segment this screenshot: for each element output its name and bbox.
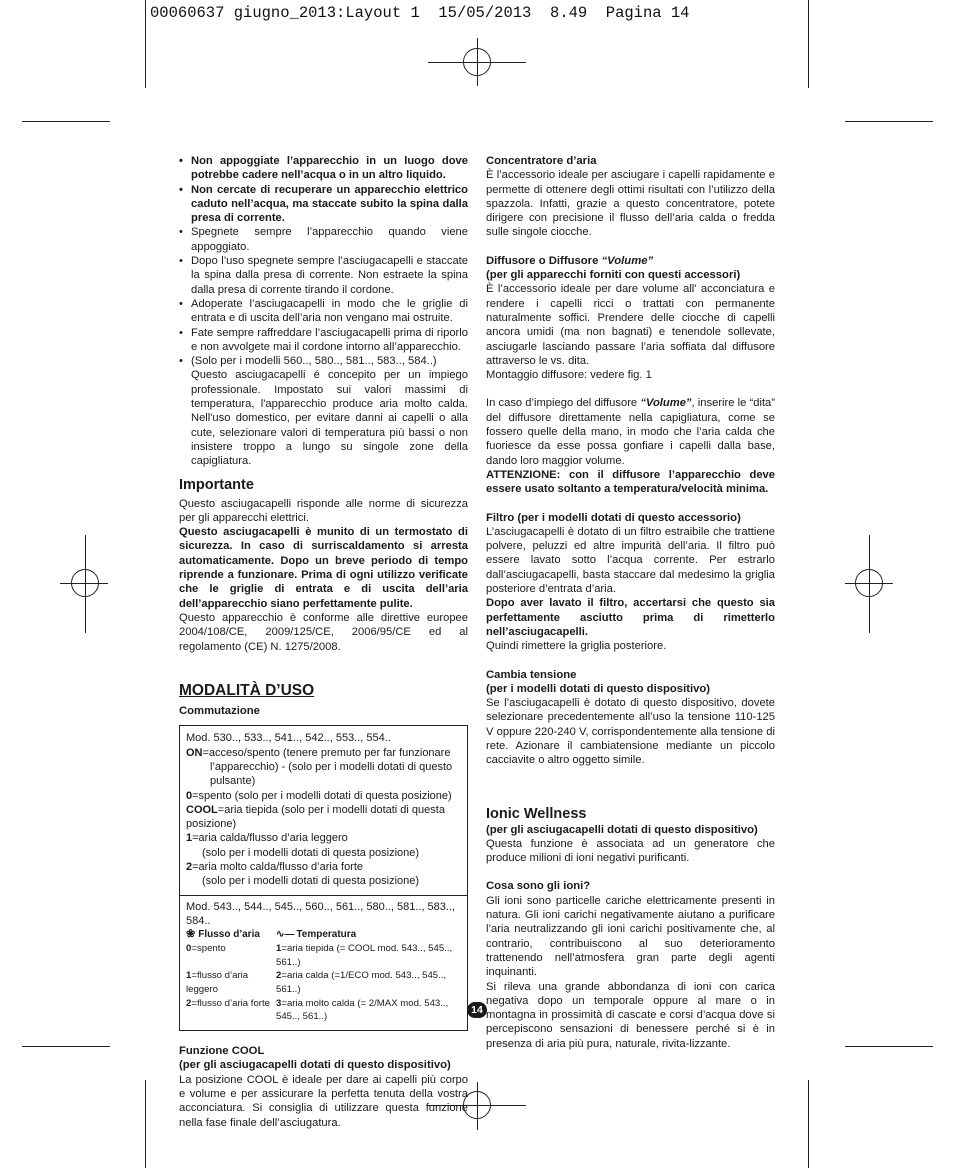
importante-compliance: Questo apparecchio è conforme alle direttive europee 2004/108/CE, 2009/125/CE, 2006/95/CE ed al regolamento (CE) N. 1275/2008. — [179, 611, 468, 653]
switch-table-section-1 — [180, 726, 467, 894]
switch-desc: =aria molto calda/flusso d’aria forte — [192, 861, 364, 874]
safety-bullet: • Adoperate l’asciugacapelli in modo che le griglie di entrata e di uscita dell’aria non vengano mai ostruite. — [179, 297, 468, 326]
temp-key: 2 — [276, 970, 282, 982]
temp-key: 1 — [276, 942, 282, 954]
diffusore-heading: Diffusore o Diffusore “Volume” — [486, 254, 654, 267]
switch-desc: =acceso/spento (tenere premuto per far funzionare — [202, 746, 451, 759]
right-column — [486, 154, 775, 1051]
cool-subheading: (per gli asciugacapelli dotati di questo dispositivo) — [179, 1059, 451, 1072]
switch-desc: =spento (solo per i modelli dotati di questa posizione) — [192, 789, 452, 802]
switch-key: 1 — [186, 832, 193, 845]
diffusore-text: È l’accessorio ideale per dare volume all' acconciatura e rendere i capelli ricci o trattati con permanente naturalmente soffici. Prendere delle ciocche di capelli ancora umidi (ma non bagnati) e tenendole sollevate, asciugarle lasciando passare l’aria soffiata dal diffusore attraverso le vs. dita. — [486, 283, 775, 367]
importante-heading: Importante — [179, 476, 254, 493]
switch-desc: =aria calda/flusso d’aria leggero — [192, 832, 348, 845]
cool-text: La posizione COOL è ideale per dare ai capelli più corpo e volume e per assicurare la perfetta tenuta della vostra acconciatura. Si consiglia di utilizzare questa funzione nella fase finale dell’asciugatura. — [179, 1073, 468, 1129]
switch-desc: (solo per i modelli dotati di questa posizione) — [202, 875, 420, 888]
filtro-warning: Dopo aver lavato il filtro, accertarsi che questo sia perfettamente asciutto prima di rimetterlo nell’asciugacapelli. — [486, 597, 775, 638]
temperatura-header: Temperatura — [296, 929, 357, 941]
flusso-key: 0 — [186, 942, 192, 954]
switch-desc: l’apparecchio) - (solo per i modelli dotati di questo pulsante) — [210, 760, 453, 788]
ioni-heading: Cosa sono gli ioni? — [486, 880, 591, 893]
temp-key: 3 — [276, 997, 282, 1009]
crop-mark — [845, 121, 933, 122]
crop-mark — [845, 1046, 933, 1047]
diffusore-volume-text: In caso d’impiego del diffusore “Volume”, inserire le “dita” del diffusore direttamente nella capigliatura, come se fossero quelle della mano, in modo che l’aria calda che fuoriesce da esse possa gonfiare i capelli dalla base, dando loro maggior volume. — [486, 397, 776, 467]
switch-table-section-2 — [180, 895, 467, 1031]
flusso-key: 2 — [186, 997, 192, 1009]
diffusore-figure-ref: Montaggio diffusore: vedere fig. 1 — [486, 369, 652, 382]
temp-value: =aria tiepida (= COOL mod. 543.., 545.., 561..) — [276, 942, 453, 968]
importante-text: Questo asciugacapelli risponde alle norme di sicurezza per gli apparecchi elettrici. — [179, 497, 468, 524]
safety-bullet: • Fate sempre raffreddare l’asciugacapelli prima di riporlo e non avvolgete mai il cordone intorno all’apparecchio. — [179, 326, 468, 355]
cambia-heading: Cambia tensione — [486, 668, 577, 681]
ionic-heading: Ionic Wellness — [486, 805, 587, 822]
flusso-header: Flusso d’aria — [198, 929, 260, 941]
flusso-value: =flusso d’aria forte — [191, 997, 271, 1009]
settings-grid — [186, 928, 461, 1024]
concentratore-heading: Concentratore d’aria — [486, 155, 597, 167]
crop-mark — [22, 121, 110, 122]
temp-value: =aria molto calda (= 2/MAX mod. 543.., 545.., 561..) — [276, 997, 449, 1023]
switch-key: 2 — [186, 861, 193, 874]
flusso-value: =spento — [191, 942, 226, 954]
crop-mark — [145, 1080, 146, 1168]
temp-value: =aria calda (=1/ECO mod. 543.., 545.., 561..) — [276, 970, 447, 996]
fan-icon: ❀ — [186, 928, 196, 941]
ioni-text: Si rileva una grande abbondanza di ioni con carica negativa dopo un temporale oppure al mare o in montagna in prossimità di cascate e corsi d’acqua dove si percepiscono sensazioni di benessere perché si è in presenza di aria più pura, naturale, rivita-lizzante. — [486, 980, 775, 1050]
switch-desc: =aria tiepida (solo per i modelli dotati di questa posizione) — [186, 803, 445, 831]
crop-mark — [145, 0, 146, 88]
switch-desc: (solo per i modelli dotati di questa posizione) — [202, 846, 420, 859]
filtro-text: L’asciugacapelli è dotato di un filtro estraibile che trattiene polvere, peluzzi ed altre impurità dell’aria. Il filtro può essere lavato sotto l’acqua corrente. Per estrarlo dall’asciugacapelli, basta staccare dal medesimo la griglia posteriore d’entrata d’aria. — [486, 525, 775, 596]
left-column — [179, 154, 468, 1130]
ionic-subheading: (per gli asciugacapelli dotati di questo dispositivo) — [486, 823, 758, 836]
crop-mark — [808, 0, 809, 88]
switch-table — [179, 725, 468, 1031]
safety-bullet: • (Solo per i modelli 560.., 580.., 581.., 583.., 584..) — [179, 354, 468, 368]
switch-key: 0 — [186, 789, 193, 802]
diffusore-subheading: (per gli apparecchi forniti con questi accessori) — [486, 269, 741, 282]
safety-bullet: • Non appoggiate l’apparecchio in un luogo dove potrebbe cadere nell’acqua o in un altro liquido. — [179, 154, 468, 183]
cool-heading: Funzione COOL — [179, 1045, 265, 1058]
modalita-heading: MODALITÀ D’USO — [179, 681, 315, 699]
heat-wave-icon: ∿— — [276, 929, 295, 941]
models-line: Mod. 530.., 533.., 541.., 542.., 553.., 554.. — [186, 732, 391, 745]
professional-note: Questo asciugacapelli é concepito per un impiego professionale. Impostato sui valori massimi di temperatura, l'apparecchio produce aria molto calda. Nell'uso domestico, per evitare danni ai capelli o alla cute, selezionare valori di temperatura più bassi o non insistere troppo a lungo su singole zone della capigliatura. — [191, 369, 468, 468]
crop-mark — [22, 1046, 110, 1047]
flusso-value: =flusso d’aria leggero — [186, 970, 249, 996]
cambia-text: Se l’asciugacapelli è dotato di questo dispositivo, dovete selezionare precedentemente all’uso la tensione 110-125 V oppure 220-240 V, corrispondentemente alla tensione di rete. Azionare il cambiatensione mediante un piccolo cacciavite o altro oggetto simile. — [486, 697, 775, 767]
print-slug: 00060637 giugno_2013:Layout 1 15/05/2013 8.49 Pagina 14 — [150, 4, 690, 22]
ionic-text: Questa funzione è associata ad un generatore che produce milioni di ioni negativi purificanti. — [486, 837, 775, 865]
safety-bullet: • Dopo l’uso spegnete sempre l’asciugacapelli e staccate la spina dalla presa di corrente. Non estraete la spina dalla presa di corrente tirando il cordone. — [179, 254, 468, 297]
cambia-subheading: (per i modelli dotati di questo dispositivo) — [486, 682, 711, 695]
flusso-key: 1 — [186, 970, 192, 982]
importante-warning: Questo asciugacapelli è munito di un termostato di sicurezza. In caso di surriscaldamento si arresta automaticamente. Dopo un breve periodo di tempo riprende a funzionare. Prima di ogni utilizzo verificate che le griglie di entrata e di uscita dell’aria dell’apparecchio siano perfettamente pulite. — [179, 526, 468, 610]
commutazione-heading: Commutazione — [179, 705, 260, 718]
ioni-text: Gli ioni sono particelle cariche elettricamente presenti in natura. Gli ioni carichi negativamente aiutano a purificare l’aria neutralizzando gli ioni carichi positivamente che, al contrario, contribuiscono al suo deterioramento trattenendo nell’atmosfera gran parte degli agenti inquinanti. — [486, 894, 775, 979]
filtro-heading: Filtro (per i modelli dotati di questo accessorio) — [486, 511, 741, 524]
crop-mark — [808, 1080, 809, 1168]
safety-bullet: • Non cercate di recuperare un apparecchio elettrico caduto nell’acqua, ma staccate subito la spina dalla presa di corrente. — [179, 183, 468, 226]
diffusore-warning: ATTENZIONE: con il diffusore l’apparecchio deve essere usato soltanto a temperatura/velocità minima. — [486, 468, 775, 496]
safety-bullet: • Spegnete sempre l’apparecchio quando viene appoggiato. — [179, 225, 468, 254]
filtro-end: Quindi rimettere la griglia posteriore. — [486, 640, 667, 653]
concentratore-text: È l’accessorio ideale per asciugare i capelli rapidamente e permette di ottenere degli ottimi risultati con l’utilizzo della spazzola. Infatti, grazie a questo concentratore, potete dirigere con precisione il flusso dell’aria calda o fredda sulle singole ciocche. — [486, 169, 775, 239]
switch-key: ON — [186, 746, 203, 759]
models-line: Mod. 543.., 544.., 545.., 560.., 561.., 580.., 581.., 583.., 584.. — [186, 900, 456, 927]
switch-key: COOL — [186, 803, 218, 816]
page-number: 14 — [467, 1002, 487, 1018]
